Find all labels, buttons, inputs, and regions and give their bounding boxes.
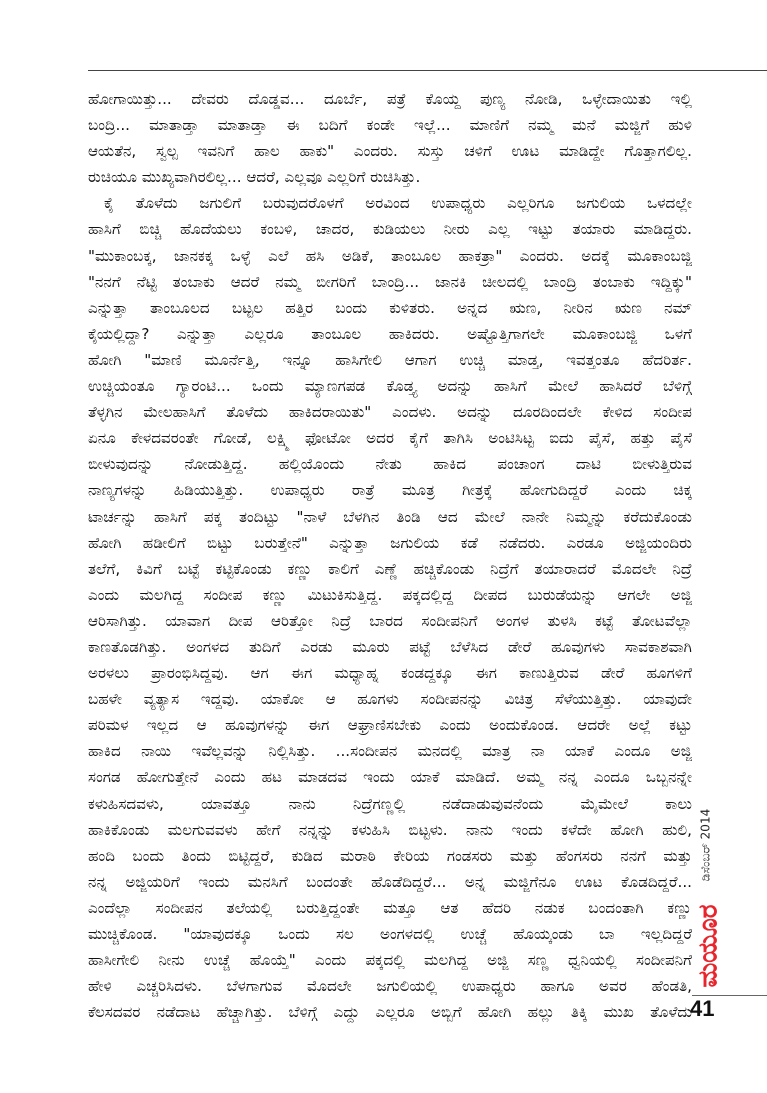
- article-line: ರುಚಿಯೂ ಮುಖ್ಯವಾಗಿರಲಿಲ್ಲ... ಆದರೆ, ಎಲ್ಲವೂ ಎಲ್ಲರಿಗೆ ರುಚಿಸಿತ್ತು.: [88, 168, 421, 187]
- article-body: [88, 86, 692, 1025]
- article-line: ಹಾಕಿಕೊಂಡು ಮಲಗುವವಳು ಹೇಗೆ ನನ್ನನ್ನು ಕಳುಹಿಸಿ ಬಿಟ್ಟಳು. ನಾನು ಇಂದು ಕಳೆದೇ ಹೋಗಿ ಹುಲಿ,: [88, 820, 692, 839]
- article-line: ಕಾಣತೊಡಗಿತ್ತು. ಅಂಗಳದ ತುದಿಗೆ ಎರಡು ಮೂರು ಪಟ್ಟೆ ಬೆಳೆಸಿದ ಡೇರೆ ಹೂವುಗಳು ಸಾವಕಾಶವಾಗಿ: [88, 637, 692, 656]
- article-line: ಕೆಲಸದವರ ನಡೆದಾಟ ಹೆಚ್ಚಾಗಿತ್ತು. ಬೆಳಿಗ್ಗೆ ಎದ್ದು ಎಲ್ಲರೂ ಅಬ್ಬಿಗೆ ಹೋಗಿ ಹಲ್ಲು ತಿಕ್ಕಿ ಮುಖ ತೊಳೆದು: [88, 1003, 692, 1022]
- article-line: ಎಂದು ಮಲಗಿದ್ದ ಸಂದೀಪ ಕಣ್ಣು ಮಿಟುಕಿಸುತ್ತಿದ್ದ. ಪಕ್ಕದಲ್ಲಿದ್ದ ದೀಪದ ಬುರುಡೆಯನ್ನು ಆಗಲೇ ಅಜ್ಜಿ: [88, 585, 692, 604]
- article-line: "ನನಗೆ ನೆಟ್ಟಿ ತಂಬಾಕು ಆದರೆ ನಮ್ಮ ಬೀಗರಿಗೆ ಬಾಂದ್ರಿ... ಜಾನಕಿ ಚೀಲದಲ್ಲಿ ಬಾಂದ್ರಿ ತಂಬಾಕು ಇದ್ದಿಕ್ಕು": [88, 272, 692, 291]
- article-line: ಬೀಳುವುದನ್ನು ನೋಡುತ್ತಿದ್ದ. ಹಲ್ಲಿಯೊಂದು ನೇತು ಹಾಕಿದ ಪಂಚಾಂಗ ದಾಟಿ ಬೀಳುತ್ತಿರುವ: [88, 455, 692, 474]
- article-line: ತೆಳ್ಳಗಿನ ಮೇಲಹಾಸಿಗೆ ತೊಳೆದು ಹಾಕಿದರಾಯಿತು" ಎಂದಳು. ಅದನ್ನು ದೂರದಿಂದಲೇ ಕೇಳಿದ ಸಂದೀಪ: [88, 403, 692, 422]
- article-line: ಎನ್ನುತ್ತಾ ತಾಂಬೂಲದ ಬಟ್ಟಲ ಹತ್ತಿರ ಬಂದು ಕುಳಿತರು. ಅನ್ನದ ಋಣ, ನೀರಿನ ಋಣ ನಮ್: [88, 298, 692, 317]
- article-line: ನನ್ನ ಅಜ್ಜಿಯರಿಗೆ ಇಂದು ಮನಸಿಗೆ ಬಂದಂತೇ ಹೊಡೆದಿದ್ದರೆ... ಅನ್ನ ಮಜ್ಜಿಗೆನೂ ಊಟ ಕೊಡದಿದ್ದರೆ...: [88, 872, 692, 891]
- article-line: ತಲೆಗೆ, ಕಿವಿಗೆ ಬಟ್ಟೆ ಕಟ್ಟಿಕೊಂಡು ಕಣ್ಣು ಕಾಲಿಗೆ ಎಣ್ಣೆ ಹಚ್ಚಿಕೊಂಡು ನಿದ್ರೆಗೆ ತಯಾರಾದರೆ ಮೊದಲೇ ನಿದ್ರೆ: [88, 559, 692, 578]
- header-rule: [88, 70, 767, 71]
- page-number: 41: [690, 996, 715, 1021]
- article-line: ಸಂಗಡ ಹೋಗುತ್ತೇನೆ ಎಂದು ಹಟ ಮಾಡದವ ಇಂದು ಯಾಕೆ ಮಾಡಿದೆ. ಅಮ್ಮ ನನ್ನ ಎಂದೂ ಒಬ್ಬನನ್ನೇ: [88, 768, 692, 787]
- issue-date: [694, 790, 718, 900]
- article-line: ಹೋಗಿ ಹಡೀಲಿಗೆ ಬಿಟ್ಟು ಬರುತ್ತೇನೆ" ಎನ್ನುತ್ತಾ ಜಗುಲಿಯ ಕಡೆ ನಡೆದರು. ಎರಡೂ ಅಜ್ಜಿಯಂದಿರು: [88, 533, 692, 552]
- article-line: ಹೋಗಿ "ಮಾಣಿ ಮೂರ್ನೆತ್ತಿ, ಇನ್ನೂ ಹಾಸಿಗೇಲಿ ಆಗಾಗ ಉಚ್ಚಿ ಮಾಡ್ತ, ಇವತ್ತಂತೂ ಹೆದರಿರ್ತ.: [88, 350, 692, 369]
- article-line: ಮುಚ್ಚಿಕೊಂಡ. "ಯಾವುದಕ್ಕೂ ಒಂದು ಸಲ ಅಂಗಳದಲ್ಲಿ ಉಚ್ಚೆ ಹೊಯ್ಕಂಡು ಬಾ ಇಲ್ಲದಿದ್ದರೆ: [88, 925, 692, 943]
- article-line: ಆಯತೆನ, ಸ್ವಲ್ಪ ಇವನಿಗೆ ಹಾಲ ಹಾಕು" ಎಂದರು. ಸುಸ್ತು ಚಳಿಗೆ ಊಟ ಮಾಡಿದ್ದೇ ಗೊತ್ತಾಗಲಿಲ್ಲ.: [88, 142, 692, 161]
- article-line: ಕಳುಹಿಸದವಳು, ಯಾವತ್ತೂ ನಾನು ನಿದ್ರೆಗಣ್ಣಲ್ಲಿ ನಡೆದಾಡುವುವನೆಂದು ಮೈಮೇಲೆ ಕಾಲು: [88, 794, 692, 813]
- article-line: ಬಹಳೇ ವ್ಯತ್ಯಾಸ ಇದ್ದವು. ಯಾಕೋ ಆ ಹೂಗಳು ಸಂದೀಪನನ್ನು ವಿಚಿತ್ರ ಸೆಳೆಯುತ್ತಿತ್ತು. ಯಾವುದೇ: [88, 690, 692, 709]
- article-line: "ಮುಕಾಂಬಕ್ಕ, ಜಾನಕಕ್ಕ ಒಳ್ಳೆ ಎಲೆ ಹಸಿ ಅಡಿಕೆ, ತಾಂಬೂಲ ಹಾಕತ್ರಾ" ಎಂದರು. ಅದಕ್ಕೆ ಮೂಕಾಂಬಜ್ಜಿ: [88, 246, 692, 265]
- article-line: ಟಾರ್ಚನ್ನು ಹಾಸಿಗೆ ಪಕ್ಕ ತಂದಿಟ್ಟು "ನಾಳೆ ಬೆಳಗಿನ ತಿಂಡಿ ಆದ ಮೇಲೆ ನಾನೇ ನಿಮ್ಮನ್ನು ಕರೆದುಕೊಂಡು: [88, 507, 692, 526]
- magazine-logo-text: ಮಯೂರ: [693, 904, 724, 988]
- article-line: ಆರಿಸಾಗಿತ್ತು. ಯಾವಾಗ ದೀಪ ಆರಿತ್ತೋ ನಿದ್ರೆ ಬಾರದ ಸಂದೀಪನಿಗೆ ಅಂಗಳ ತುಳಸಿ ಕಟ್ಟೆ ತೋಟವೆಲ್ಲಾ: [88, 611, 692, 630]
- article-line: ಎಂದೆಲ್ಲಾ ಸಂದೀಪನ ತಲೆಯಲ್ಲಿ ಬರುತ್ತಿದ್ದಂತೇ ಮತ್ತೂ ಆತ ಹೆದರಿ ನಡುಕ ಬಂದಂತಾಗಿ ಕಣ್ಣು: [88, 898, 692, 917]
- article-line: ಹಂದಿ ಬಂದು ತಿಂದು ಬಿಟ್ಟಿದ್ದರೆ, ಕುಡಿದ ಮರಾಠಿ ಕೇರಿಯ ಗಂಡಸರು ಮತ್ತು ಹೆಂಗಸರು ನನಗೆ ಮತ್ತು: [88, 846, 692, 865]
- article-line: ಉಚ್ಚಿಯಂತೂ ಗ್ಯಾರಂಟಿ... ಒಂದು ಮ್ಯಾಣಗಪಡ ಕೊಡ್ತ್ಯ ಅದನ್ನು ಹಾಸಿಗೆ ಮೇಲೆ ಹಾಸಿದರೆ ಬೆಳಿಗ್ಗೆ: [88, 377, 692, 396]
- article-line: ಕೈಯಲ್ಲಿದ್ದಾ? ಎನ್ನುತ್ತಾ ಎಲ್ಲರೂ ತಾಂಬೂಲ ಹಾಕಿದರು. ಅಷ್ಟೊತ್ತಿಗಾಗಲೇ ಮೂಕಾಂಬಜ್ಜಿ ಒಳಗೆ: [88, 324, 692, 343]
- article-line: ಬಂದ್ರಿ... ಮಾತಾಡ್ತಾ ಮಾತಾಡ್ತಾ ಈ ಬದಿಗೆ ಕಂಡೇ ಇಲ್ಲೆ... ಮಾಣಿಗೆ ನಮ್ಮ ಮನೆ ಮಜ್ಜಿಗೆ ಹುಳಿ: [88, 116, 692, 135]
- article-line: ನಾಣ್ಯಗಳನ್ನು ಹಿಡಿಯುತ್ತಿತ್ತು. ಉಪಾಧ್ಯರು ರಾತ್ರೆ ಮೂತ್ರ ಗೀತ್ರಕ್ಕೆ ಹೋಗುದಿದ್ದರೆ ಎಂದು ಚಿಕ್ಕ: [88, 481, 692, 500]
- article-line: ಏನೂ ಕೇಳದವರಂತೇ ಗೋಡೆ, ಲಕ್ಷ್ಮಿ ಫೋಟೋ ಅದರ ಕೈಗೆ ತಾಗಿಸಿ ಅಂಟಿಸಿಟ್ಟ ಐದು ಪೈಸೆ, ಹತ್ತು ಪೈಸೆ: [88, 429, 692, 448]
- article-line: ಅರಳಲು ಪ್ರಾರಂಭಿಸಿದ್ದವು. ಆಗ ಈಗ ಮಧ್ಯಾಹ್ನ ಕಂಡದ್ದಕ್ಕೂ ಈಗ ಕಾಣುತ್ತಿರುವ ಡೇರೆ ಹೂಗಳಿಗೆ: [88, 664, 692, 683]
- article-line: ಹೇಳಿ ಎಚ್ಚರಿಸಿದಳು. ಬೆಳಗಾಗುವ ಮೊದಲೇ ಜಗುಲಿಯಲ್ಲಿ ಉಪಾಧ್ಯರು ಹಾಗೂ ಅವರ ಹೆಂಡತಿ,: [88, 977, 692, 996]
- article-line: ಕೈ ತೊಳೆದು ಜಗುಲಿಗೆ ಬರುವುದರೊಳಗೆ ಅರವಿಂದ ಉಪಾಧ್ಯರು ಎಲ್ಲರಿಗೂ ಜಗುಲಿಯ ಒಳದಲ್ಲೇ: [104, 194, 692, 213]
- magazine-logo: [692, 900, 726, 992]
- issue-date-text: ಡಿಸೆಂಬರ್ 2014: [698, 808, 713, 882]
- article-line: ಹಾಸೀಗೇಲಿ ನೀನು ಉಚ್ಚೆ ಹೊಯ್ತೆ" ಎಂದು ಪಕ್ಕದಲ್ಲಿ ಮಲಗಿದ್ದ ಅಜ್ಜಿ ಸಣ್ಣ ಧ್ವನಿಯಲ್ಲಿ ಸಂದೀಪನಿಗೆ: [88, 951, 692, 970]
- article-line: ಹಾಸಿಗೆ ಬಿಚ್ಚಿ ಹೊದೆಯಲು ಕಂಬಳಿ, ಚಾದರ, ಕುಡಿಯಲು ನೀರು ಎಲ್ಲ ಇಟ್ಟು ತಯಾರು ಮಾಡಿದ್ದರು.: [88, 220, 692, 239]
- article-line: ಹಾಕಿದ ನಾಯಿ ಇವೆಲ್ಲವನ್ನು ನಿಲ್ಲಿಸಿತ್ತು. ...ಸಂದೀಪನ ಮನದಲ್ಲಿ ಮಾತ್ರ ನಾ ಯಾಕೆ ಎಂದೂ ಅಜ್ಜಿ: [88, 742, 692, 761]
- article-line: ಹೋಗಾಯಿತ್ತು... ದೇವರು ದೊಡ್ಡವ... ದೂರ್ಬೆ, ಪತ್ರೆ ಕೊಯ್ದ ಪುಣ್ಯ ನೋಡಿ, ಒಳ್ಳೇದಾಯಿತು ಇಲ್ಲಿ: [88, 90, 692, 108]
- article-line: ಪರಿಮಳ ಇಲ್ಲದ ಆ ಹೂವುಗಳನ್ನು ಈಗ ಆಘ್ರಾಣಿಸಬೇಕು ಎಂದು ಅಂದುಕೊಂಡ. ಆದರೇ ಅಲ್ಲೆ ಕಟ್ಟು: [88, 716, 692, 735]
